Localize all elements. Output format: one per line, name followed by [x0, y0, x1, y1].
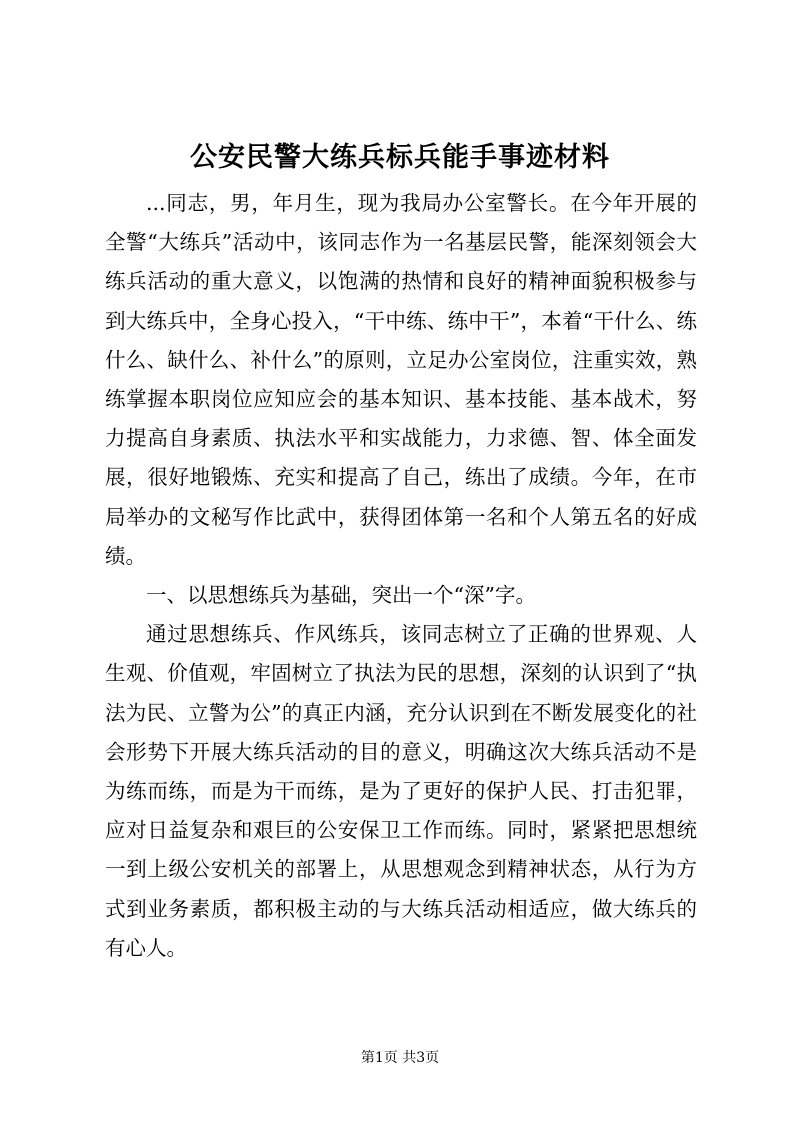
document-title: 公安民警大练兵标兵能手事迹材料: [190, 142, 610, 173]
section-heading-1: 一、以思想练兵为基础，突出一个“深”字。: [146, 583, 536, 608]
document-body: [105, 184, 697, 968]
page-number-footer: 第1页 共3页: [360, 1050, 440, 1066]
paragraph-intro: ...同志，男，年月生，现为我局办公室警长。在今年开展的全警“大练兵”活动中，该同志作为一名基层民警，能深刻领会大练兵活动的重大意义，以饱满的热情和良好的精神面貌积极参与到大练兵中，全身心投入，“干中练、练中干”，本着“干什么、练什么、缺什么、补什么”的原则，立足办公室岗位，注重实效，熟练掌握本职岗位应知应会的基本知识、基本技能、基本战术，努力提高自身素质、执法水平和实战能力，力求德、智、体全面发展，很好地锻炼、充实和提高了自己，练出了成绩。今年，在市局举办的文秘写作比武中，获得团体第一名和个人第五名的好成绩。: [105, 191, 697, 568]
paragraph-section-1: 通过思想练兵、作风练兵，该同志树立了正确的世界观、人生观、价值观，牢固树立了执法为民的思想，深刻的认识到了“执法为民、立警为公”的真正内涵，充分认识到在不断发展变化的社会形势下开展大练兵活动的目的意义，明确这次大练兵活动不是为练而练，而是为干而练，是为了更好的保护人民、打击犯罪，应对日益复杂和艰巨的公安保卫工作而练。同时，紧紧把思想统一到上级公安机关的部署上，从思想观念到精神状态，从行为方式到业务素质，都积极主动的与大练兵活动相适应，做大练兵的有心人。: [105, 622, 697, 960]
